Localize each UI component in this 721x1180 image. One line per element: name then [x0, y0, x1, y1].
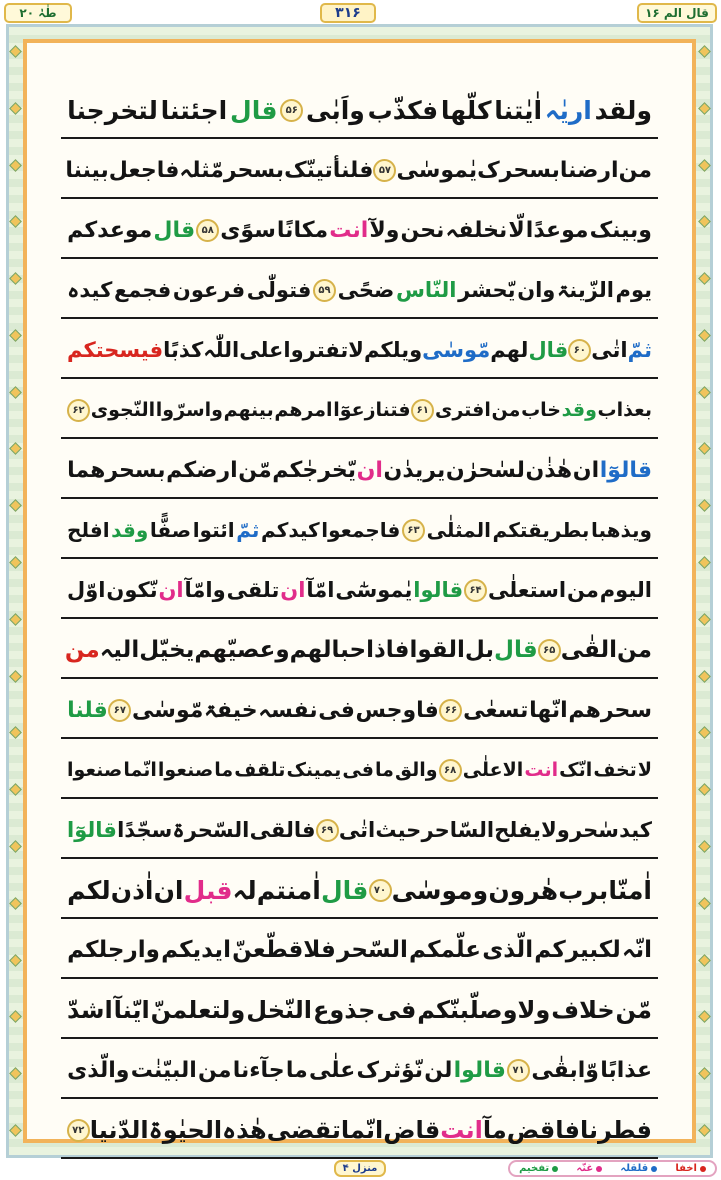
word: قالوا [413, 578, 464, 602]
word: لسٰحرٰن [445, 457, 525, 483]
word: انّک [559, 759, 593, 781]
word: فکذّب [367, 95, 439, 125]
text-line [61, 143, 658, 199]
word: والّذی [67, 1057, 130, 1083]
word: خیفۃ [204, 697, 258, 723]
word: ائتوا [192, 518, 235, 542]
word: النّخل [246, 996, 313, 1024]
word: واسرّوا [155, 399, 223, 421]
verse-marker: ۶۸ [439, 759, 462, 782]
word: وعصیّھم [194, 637, 290, 663]
word: مّوسٰی [132, 697, 204, 723]
text-line [61, 563, 658, 619]
word: الّذی [482, 937, 534, 963]
word: لتخرجنا [67, 95, 158, 125]
word: کیدکم [261, 518, 320, 542]
word: وارجلکم [67, 937, 160, 963]
word: فلنأتینّک [284, 157, 374, 183]
word: لا [637, 759, 652, 781]
word: السّحرۃ [172, 818, 250, 842]
word: الدّنیا [89, 1116, 149, 1144]
word: عذابًا [600, 1057, 652, 1083]
word: بیننا [65, 157, 109, 183]
legend-label: تفخیم [519, 1163, 550, 1174]
word: اریٰہ [544, 95, 592, 125]
word: ان [158, 578, 184, 602]
word: قاض [383, 1116, 441, 1144]
text-line [61, 203, 658, 259]
word: یٰموسٰٓی [335, 578, 413, 602]
text-line [61, 743, 658, 799]
verse-marker: ۶۵ [538, 639, 561, 662]
word: السّاحر [421, 818, 495, 842]
word: الحیٰوۃ [148, 1116, 223, 1144]
word: ارضنا [559, 157, 619, 183]
word: انت [524, 759, 559, 781]
word: لھم [490, 338, 529, 362]
text-line [61, 503, 658, 559]
word: ان [572, 457, 600, 483]
word: یّحشر [458, 278, 516, 302]
verse-marker: ۵۹ [313, 279, 336, 302]
legend-item [519, 1163, 558, 1174]
word: اللّٰہ [203, 338, 240, 362]
word: فلاقطّعنّ [232, 937, 336, 963]
verse-marker: ۷۱ [507, 1059, 530, 1082]
verse-marker: ۵۸ [196, 219, 219, 242]
text-line [61, 383, 658, 439]
text-line [61, 983, 658, 1039]
word: ضحًی [337, 278, 395, 302]
word: فاوجس [355, 697, 439, 723]
word: النّاس [395, 278, 457, 302]
word: فیسحتکم [67, 338, 164, 362]
word: لّا [508, 217, 525, 243]
verse-marker: ۶۱ [411, 399, 434, 422]
word: امرھم [274, 399, 333, 421]
word: صنعوا [67, 759, 123, 781]
word: قال [153, 217, 196, 243]
word: مآ [482, 1116, 507, 1144]
word: تلقی [226, 578, 280, 602]
word: وقد [111, 518, 149, 542]
word: وقد [561, 399, 597, 421]
word: ھٰرون [488, 875, 559, 905]
word: اتٰی [591, 338, 628, 362]
word: فاذا [366, 637, 410, 663]
word: لا [348, 338, 364, 362]
word: سوًی [220, 217, 276, 243]
word: ولقد [594, 95, 652, 125]
word: سحرھم [568, 697, 652, 723]
word: وان [517, 278, 556, 302]
word: علٰی [308, 1057, 356, 1083]
word: فی [318, 697, 355, 723]
word: ھٰذٰن [525, 457, 573, 483]
word: یریدٰن [383, 457, 446, 483]
word: تسعٰی [463, 697, 529, 723]
word: ان [280, 578, 306, 602]
legend-dot-icon [552, 1166, 558, 1172]
word: القوا [409, 637, 465, 663]
verse-marker: ۶۶ [439, 699, 462, 722]
word: کلّھا [440, 95, 492, 125]
word: وموسٰی [391, 875, 489, 905]
word: لن [424, 1057, 453, 1083]
word: لکبیرکم [534, 937, 621, 963]
word: لکم [67, 875, 111, 905]
word: تخف [593, 759, 637, 781]
legend-item [576, 1163, 602, 1174]
word: فاجعل [108, 157, 180, 183]
page-number: ۳۱۶ [320, 3, 376, 23]
word: من [566, 578, 599, 602]
text-line [61, 863, 658, 919]
word: سجّدًا [117, 818, 173, 842]
word: نحن [400, 217, 445, 243]
word: بسحرھما [67, 457, 166, 483]
word: بسحرک [477, 157, 560, 183]
word: النّجوی [90, 399, 156, 421]
word: استعلٰی [487, 578, 567, 602]
word: ھٰذہ [222, 1116, 267, 1144]
word: ولا [541, 818, 570, 842]
word: قلنا [67, 697, 108, 723]
word: کیدہ [67, 278, 113, 302]
verse-marker: ۶۷ [108, 699, 131, 722]
word: فطرنا [579, 1116, 652, 1144]
word: علّمکم [409, 937, 481, 963]
word: فتنازعوٓا [333, 399, 411, 421]
text-line [61, 83, 658, 139]
word: ولتعلمنّ [150, 996, 246, 1024]
word: مّوسٰی [422, 338, 491, 362]
word: اٰمنتم [256, 875, 321, 905]
word: الزّینۃ [557, 278, 614, 302]
word: ما [214, 759, 234, 781]
verse-marker: ۷۲ [67, 1119, 90, 1142]
word: فی [376, 996, 417, 1024]
word: وّابقٰی [531, 1057, 599, 1083]
word: بینھم [223, 399, 274, 421]
word: بسحر [223, 157, 285, 183]
word: قال [230, 95, 278, 125]
word: یفلح [494, 818, 541, 842]
word: بل [464, 637, 495, 663]
word: جآءنا [232, 1057, 285, 1083]
word: انّہ [622, 937, 652, 963]
word: القٰی [560, 637, 618, 663]
word: افلح [67, 518, 110, 542]
verse-marker: ۵۷ [373, 159, 396, 182]
word: اشدّ [67, 996, 113, 1024]
verse-marker: ۶۳ [402, 519, 425, 542]
word: سٰحر [570, 818, 619, 842]
word: اتٰی [338, 818, 376, 842]
word: مکانًا [276, 217, 329, 243]
tajweed-legend [508, 1160, 717, 1177]
word: ان [356, 457, 383, 483]
word: ما [375, 759, 394, 781]
word: مّن [238, 457, 272, 483]
word: قال [528, 338, 569, 362]
word: البیّنٰت [130, 1057, 197, 1083]
word: ارضکم [166, 457, 238, 483]
word: خلاف [551, 996, 615, 1024]
word: اٰیٰتنا [494, 95, 543, 125]
verse-marker: ۶۹ [316, 819, 339, 842]
word: انت [329, 217, 369, 243]
word: موعدکم [67, 217, 153, 243]
word: قالوا [453, 1057, 506, 1083]
para-label: قال الم ۱۶ [637, 3, 717, 23]
word: انت [440, 1116, 483, 1144]
text-line [61, 323, 658, 379]
legend-dot-icon [651, 1166, 657, 1172]
verse-marker: ۵۶ [280, 99, 303, 122]
page-frame [6, 24, 713, 1158]
text-line [61, 1103, 658, 1159]
word: من [618, 157, 652, 183]
text-line [61, 803, 658, 859]
word: والق [395, 759, 438, 781]
word: المثلٰی [426, 518, 491, 542]
left-border-ornament [10, 47, 20, 1135]
legend-label: غنّہ [576, 1163, 594, 1174]
word: انّھا [529, 697, 568, 723]
verse-marker: ۷۰ [369, 879, 392, 902]
word: السّحر [337, 937, 408, 963]
word: اوّل [67, 578, 106, 602]
word: افتری [434, 399, 491, 421]
word: ان [153, 875, 184, 905]
word: یمینک [286, 759, 342, 781]
word: نخلفہ [445, 217, 508, 243]
word: ما [285, 1057, 308, 1083]
text-line [61, 443, 658, 499]
word: وبینک [589, 217, 652, 243]
word: قبل [183, 875, 233, 905]
text-line [61, 623, 658, 679]
word: لہ [232, 875, 257, 905]
word: نفسہ [258, 697, 318, 723]
verse-marker: ۶۴ [464, 579, 487, 602]
word: تقضی [266, 1116, 341, 1144]
text-line [61, 1043, 658, 1099]
word: قال [494, 637, 538, 663]
word: الاعلٰی [462, 759, 524, 781]
word: ولاوصلّبنّکم [417, 996, 551, 1024]
word: انّما [340, 1116, 384, 1144]
word: وامّآ [184, 578, 226, 602]
word: ایدیکم [161, 937, 231, 963]
text-line [61, 683, 658, 739]
verse-marker: ۶۰ [568, 339, 591, 362]
legend-label: اخفا [675, 1163, 697, 1174]
word: یّخرجٰکم [272, 457, 356, 483]
word: فاقض [506, 1116, 580, 1144]
word: ویلکم [363, 338, 423, 362]
word: فجمع [113, 278, 172, 302]
word: تلقف [234, 759, 286, 781]
word: یٰموسٰی [396, 157, 478, 183]
word: ویذھبا [590, 518, 652, 542]
word: صفًّا [149, 518, 192, 542]
word: کید [619, 818, 652, 842]
word: کذبًا [163, 338, 204, 362]
word: فالقی [249, 818, 316, 842]
word: یوم [615, 278, 652, 302]
word: حیث [375, 818, 422, 842]
word: فرعون [172, 278, 246, 302]
legend-item [620, 1163, 657, 1174]
word: من [617, 637, 652, 663]
word: نّکون [106, 578, 158, 602]
word: حبالھم [289, 637, 367, 663]
word: صنعوا [157, 759, 214, 781]
manzil-label: منزل ۴ [334, 1160, 386, 1177]
legend-dot-icon [596, 1166, 602, 1172]
word: انّما [123, 759, 157, 781]
text-line [61, 923, 658, 979]
word: الیہ [99, 637, 140, 663]
word: اجئتنا [160, 95, 228, 125]
word: موعدًا [525, 217, 589, 243]
word: من [64, 637, 100, 663]
word: الیوم [599, 578, 652, 602]
word: فاجمعوا [321, 518, 401, 542]
surah-label: طٰہٰ ۲۰ [4, 3, 72, 23]
word: من [491, 399, 521, 421]
word: نّؤثرک [356, 1057, 424, 1083]
legend-dot-icon [700, 1166, 706, 1172]
word: قالوٓا [599, 457, 652, 483]
word: تفتروا [283, 338, 349, 362]
word: واَبٰی [306, 95, 365, 125]
word: بطریقتکم [492, 518, 590, 542]
verse-marker: ۶۲ [67, 399, 90, 422]
word: قالوٓا [67, 818, 117, 842]
word: ایّنآ [113, 996, 150, 1024]
word: بعذاب [597, 399, 652, 421]
legend-label: قلقلہ [620, 1163, 649, 1174]
word: برب [558, 875, 609, 905]
word: مّثلہ [179, 157, 224, 183]
word: خاب [521, 399, 561, 421]
text-line [61, 263, 658, 319]
legend-item [675, 1163, 706, 1174]
right-border-ornament [699, 47, 709, 1135]
word: قال [320, 875, 369, 905]
word: مّن [615, 996, 652, 1024]
word: ثمّ [236, 518, 260, 542]
word: فتولّٰی [246, 278, 312, 302]
word: ثمّ [627, 338, 652, 362]
word: اٰذن [110, 875, 154, 905]
word: فی [342, 759, 374, 781]
word: علی [239, 338, 284, 362]
text-panel [23, 39, 696, 1143]
word: من [198, 1057, 232, 1083]
word: یخیّل [139, 637, 195, 663]
word: جذوع [312, 996, 376, 1024]
word: امّآ [306, 578, 335, 602]
word: ولآ [369, 217, 400, 243]
word: اٰمنّا [608, 875, 652, 905]
